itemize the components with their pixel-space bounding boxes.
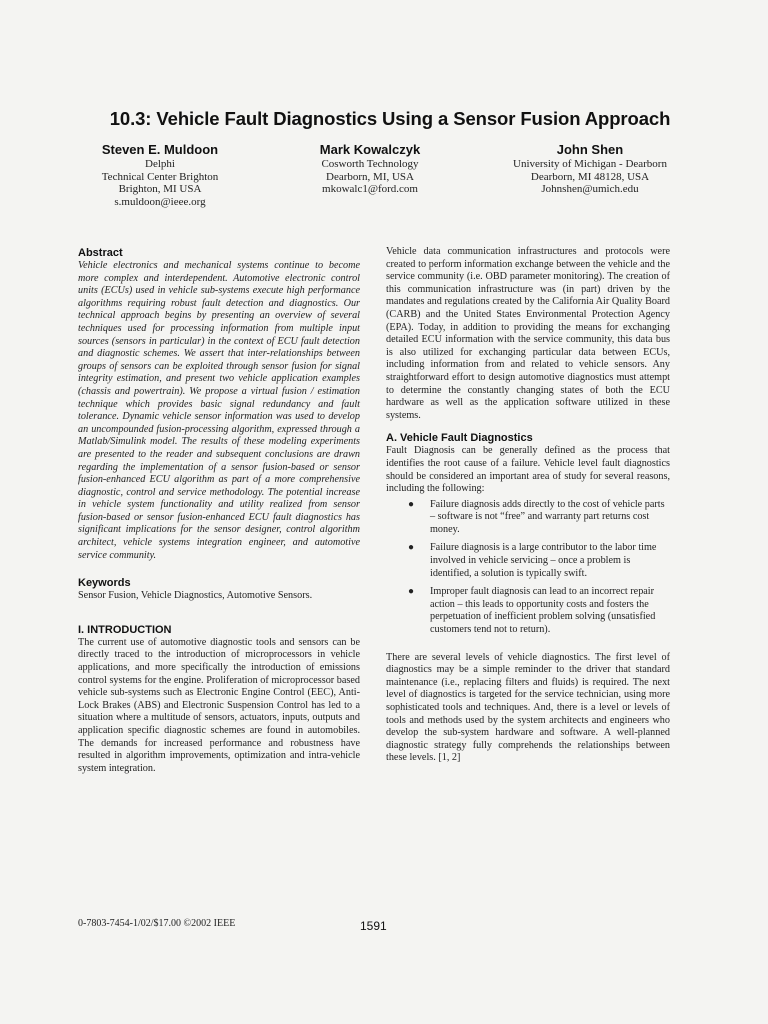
paragraph: Fault Diagnosis can be generally defined as the process that identifies the root cause of a failure. Vehicle level fault diagnostics should be considered an important area of study for several reasons, including the following: (386, 445, 670, 495)
page-number: 1591 (360, 919, 387, 933)
author-email: s.muldoon@ieee.org (114, 195, 206, 208)
list-item-text: Failure diagnosis is a large contributor to the labor time involved in vehicle servicing – once a problem is identified, a solution is typically swift. (430, 542, 657, 579)
author-block (270, 141, 470, 196)
introduction-heading: I. INTRODUCTION (78, 623, 172, 636)
abstract-text: Vehicle electronics and mechanical systems continue to become more complex and interdependent. Automotive electronic control units (ECUs) used in vehicle sub-systems execute high performance algorithms requiring robust fault detection and diagnostics. Our technical approach begins by presenting an overview of several techniques used for processing information from multiple input sources (sensors in particular) in the context of ECU fault detection and diagnostic schemes. We assert that inter-relationships between groups of sensors can be exploited through sensor fusion for signal integrity estimation, and present two vehicle application examples (chassis and powertrain). We propose a virtual fusion / estimation technique which provides basic signal redundancy and fault tolerance. Dynamic vehicle sensor information was used to develop an uncompounded fusion-processing algorithm, expressed through a Matlab/Simulink model. The results of these modeling experiments are presented to the reader and subsequent conclusions are drawn regarding the implementation of a sensor fusion-based or sensor fusion-enhanced ECU algorithm as part of a more comprehensive diagnostic, control and service methodology. The potential increase in vehicle system functionality and utility realized from sensor fusion-based or sensor fusion-enhanced ECU fault diagnostics has significant implications for the sensor designer, control algorithm architect, vehicle systems integration engineer, and automotive service community. (78, 260, 360, 561)
bullet-list (386, 499, 670, 637)
keywords-heading: Keywords (78, 577, 131, 590)
abstract-heading: Abstract (78, 247, 123, 259)
author-name: Mark Kowalczyk (319, 142, 421, 157)
paragraph: Vehicle data communication infrastructures and protocols were created to perform information exchange between the vehicle and the service community (i.e. OBD parameter monitoring). The creation of this communication infrastructure was (in part) driven by the mandates and regulations created by the California Air Quality Board (CARB) and the United States Environmental Protection Agency (EPA). Today, in addition to providing the means for exchanging detailed ECU information with the service community, this data bus is also utilized for exchanging particular data between ECUs, including information from and related to vehicle sensors. Any straightforward effort to design automotive diagnostics must attempt to determine the constantly changing states of both the ECU hardware as well as the application software utilized in these systems. (386, 246, 670, 421)
author-affiliation: Technical Center Brighton (101, 170, 219, 183)
bullet-icon: ● (408, 542, 415, 554)
list-item (386, 586, 670, 636)
keywords-text: Sensor Fusion, Vehicle Diagnostics, Automotive Sensors. (78, 590, 313, 602)
paper-title: 10.3: Vehicle Fault Diagnostics Using a Sensor Fusion Approach (109, 108, 671, 129)
author-name: Steven E. Muldoon (101, 142, 219, 157)
author-location: Dearborn, MI 48128, USA (530, 170, 650, 183)
right-column (386, 246, 670, 765)
author-block (60, 141, 260, 208)
author-email: Johnshen@umich.edu (541, 183, 639, 196)
author-block (490, 141, 690, 196)
introduction-text: The current use of automotive diagnostic tools and sensors can be directly traced to the introduction of microprocessors in vehicle applications, and more specifically the introduction of emissions control systems for the engine. Proliferation of microprocessor based vehicle sub-systems such as Electronic Engine Control (EEC), Anti-Lock Brakes (ABS) and Electronic Suspension Control has led to a situation where a multitude of sensors, actuators, inputs, outputs and application specific diagnostic schemes are found in automobiles. The demands for increased performance and robustness have resulted in algorithm improvements, optimization and intra-vehicle system integration. (78, 636, 360, 774)
bullet-icon: ● (408, 586, 415, 598)
author-location: Dearborn, MI, USA (326, 170, 414, 183)
author-affiliation: University of Michigan - Dearborn (513, 158, 667, 170)
copyright-notice: 0-7803-7454-1/02/$17.00 ©2002 IEEE (78, 918, 236, 929)
author-affiliation: Cosworth Technology (321, 158, 419, 170)
paragraph: There are several levels of vehicle diagnostics. The first level of diagnostics may be a simple reminder to the driver that standard maintenance (i.e., replacing filters and fluids) is required. The next level of diagnostics is targeted for the service technician, using more sophisticated tools and techniques. And, there is a level or levels of tools and methods used by the system architects and engineers who develop the sub-system hardware and software. A well-planned diagnostic strategy fully comprehends the relationships between these levels. [1, 2] (386, 651, 670, 764)
bullet-icon: ● (408, 498, 415, 510)
left-column (78, 246, 360, 775)
author-name: John Shen (556, 142, 624, 157)
list-item (386, 499, 670, 537)
author-location: Brighton, MI USA (118, 183, 202, 196)
list-item-text: Failure diagnosis adds directly to the cost of vehicle parts – software is not “free” and warranty part returns cost money. (430, 498, 665, 535)
list-item-text: Improper fault diagnosis can lead to an incorrect repair action – this leads to opportunity costs and fosters the perpetuation of inefficient problem solving (unsatisfied customers tend not to return). (430, 586, 656, 636)
author-email: mkowalc1@ford.com (322, 183, 418, 196)
section-heading: A. Vehicle Fault Diagnostics (386, 432, 533, 445)
list-item (386, 542, 670, 580)
author-affiliation: Delphi (145, 158, 175, 170)
